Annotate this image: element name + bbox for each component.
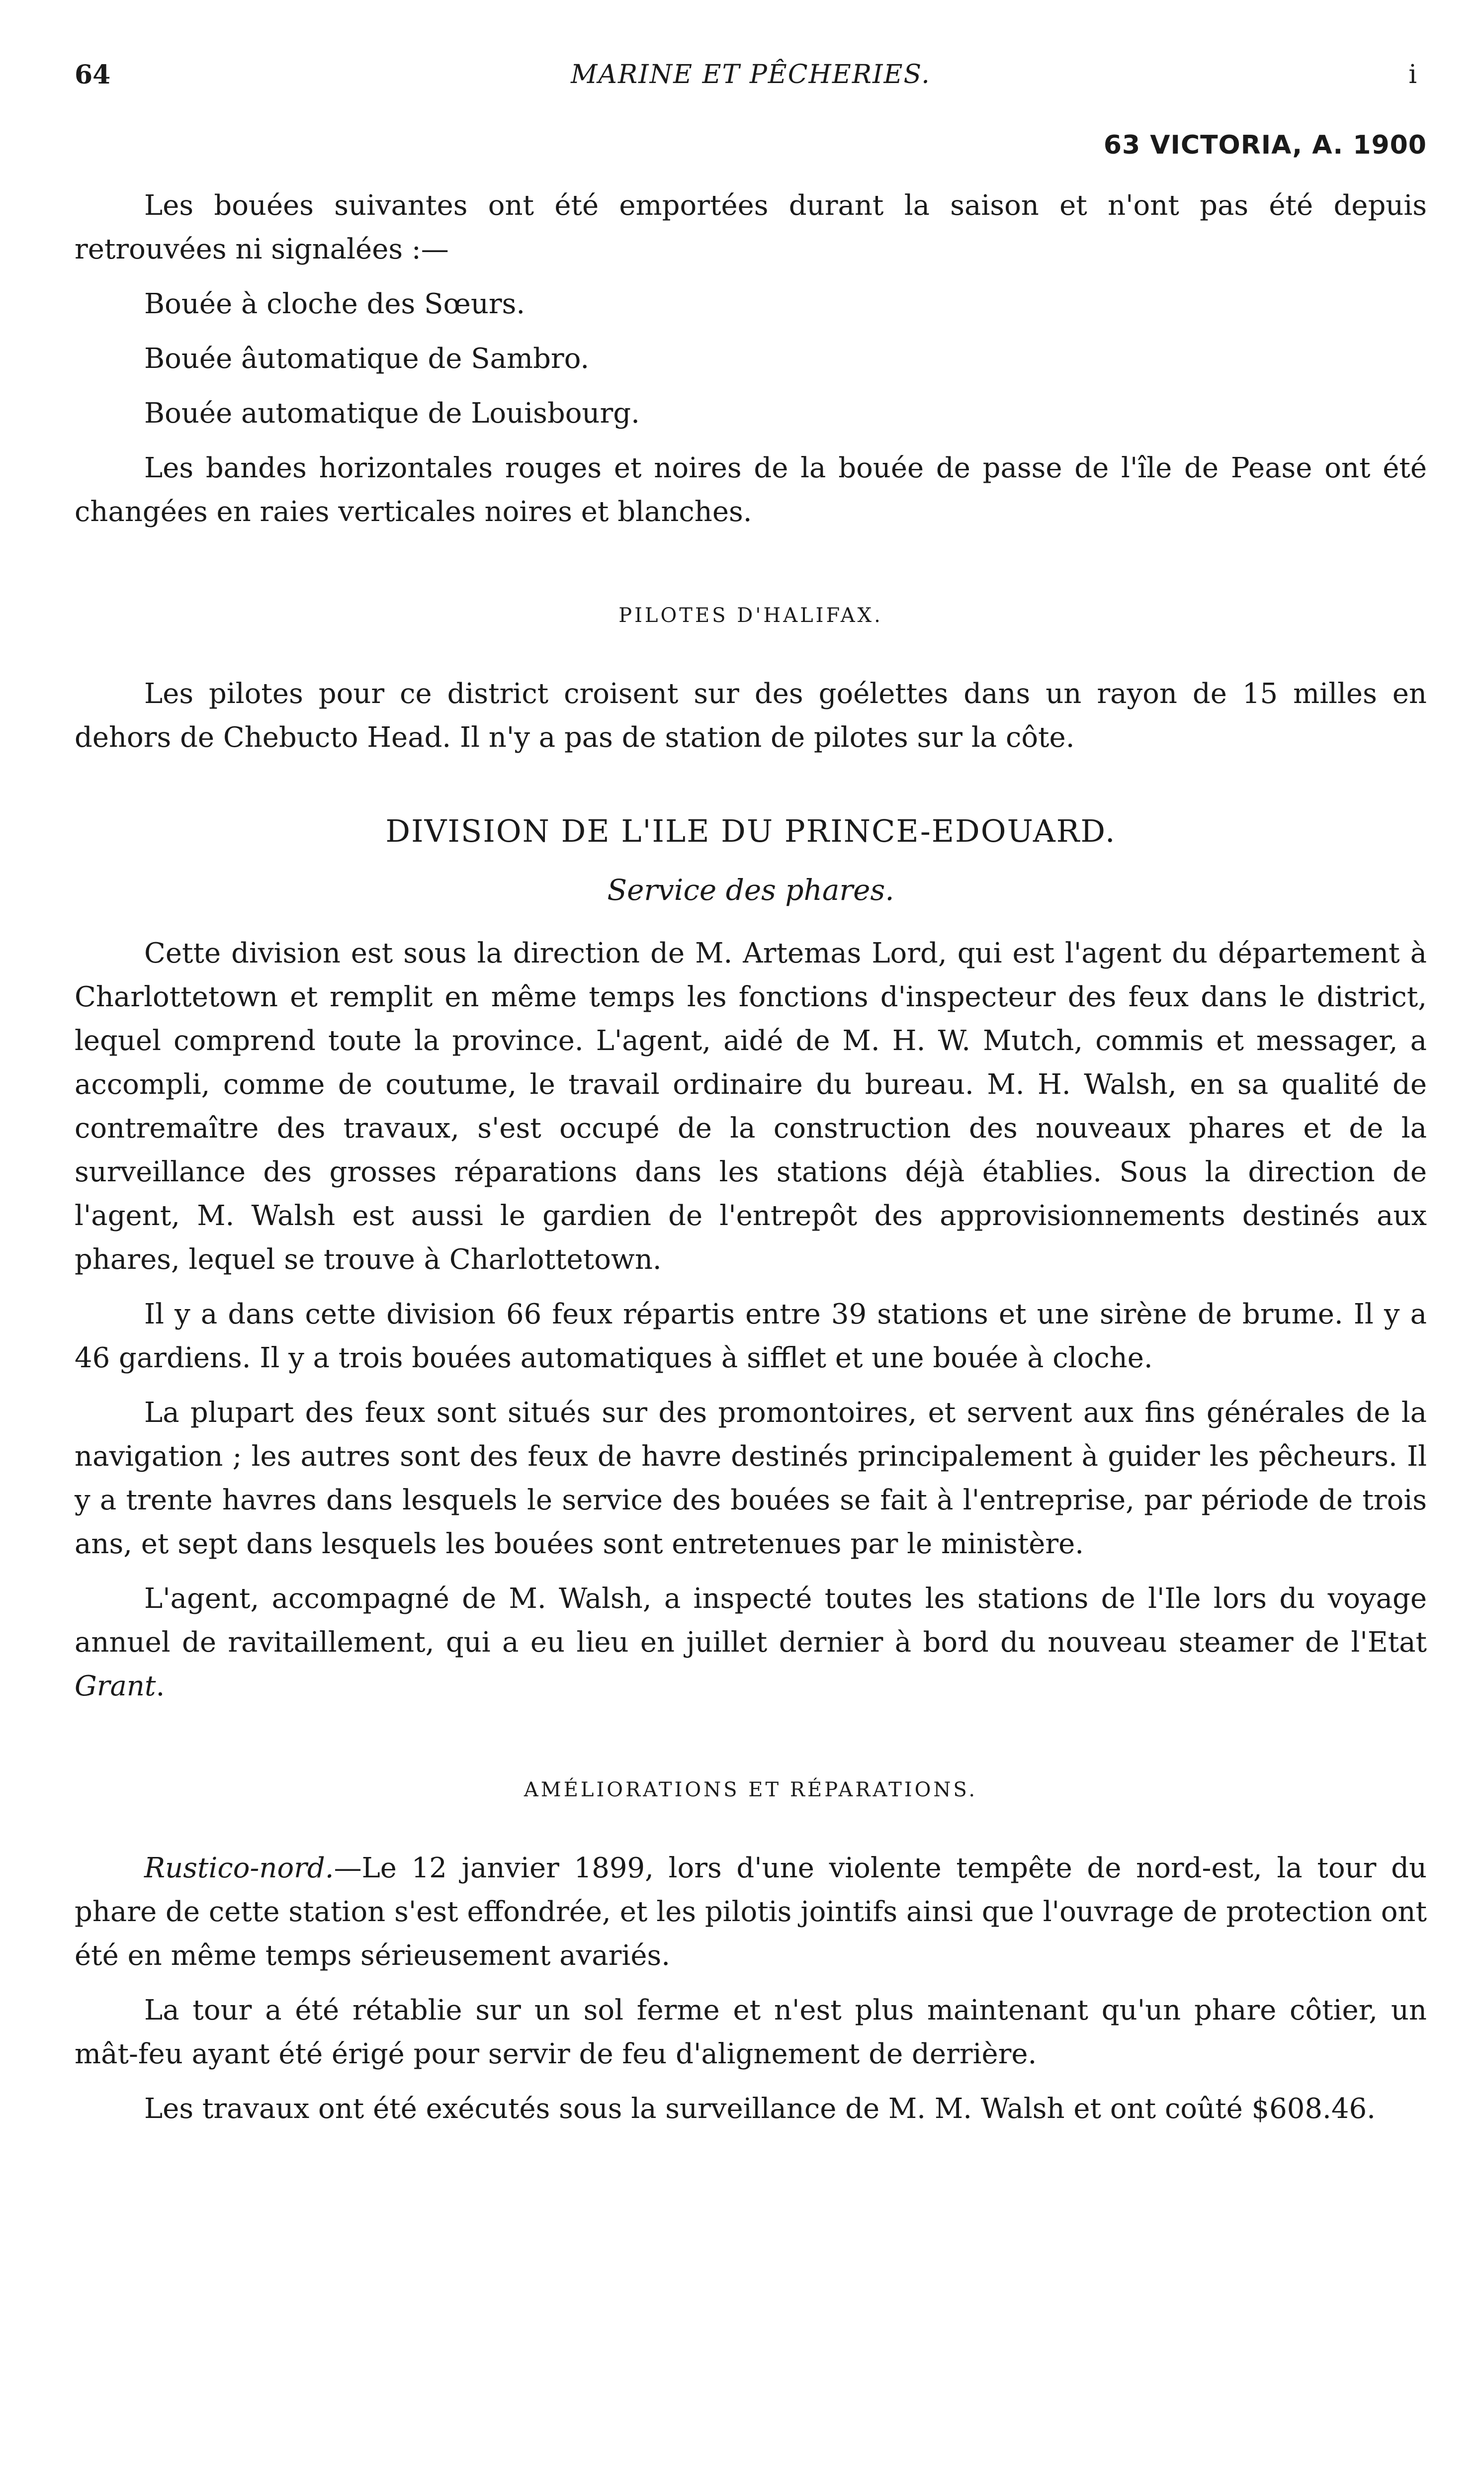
section-heading-pilotes: PILOTES D'HALIFAX.: [618, 604, 883, 627]
rustico-paragraph-text: —Le 12 janvier 1899, lors d'une violente tempête de nord-est, la tour du phare de cette station s'est effondrée, et les pilotis jointifs ainsi que l'ouvrage de protection ont été en même temps sérieusement avariés.: [75, 1852, 1427, 1972]
pease-buoy-paragraph: Les bandes horizontales rouges et noires de la bouée de passe de l'île de Pease ont été changées en raies verticales noires et blanches.: [75, 452, 1427, 528]
division-paragraph-4: [75, 1577, 1427, 1708]
document-body: [75, 184, 1427, 2142]
intro-paragraph: Les bouées suivantes ont été emportées durant la saison et n'ont pas été depuis retrouvées ni signalées :—: [75, 189, 1427, 265]
cost-paragraph: Les travaux ont été exécutés sous la surveillance de M. M. Walsh et ont coûté $608.46.: [144, 2093, 1376, 2125]
buoy-item: Bouée automatique de Louisbourg.: [144, 397, 640, 430]
running-head: [75, 60, 1427, 104]
division-paragraph-4-text: L'agent, accompagné de M. Walsh, a inspecté toutes les stations de l'Ile lors du voyage annuel de ravitaillement, qui a eu lieu en juillet dernier à bord du nouveau steamer de l'Etat: [75, 1583, 1427, 1659]
corner-mark: i: [1408, 60, 1417, 89]
running-title: MARINE ET PÊCHERIES.: [571, 60, 931, 89]
division-paragraph-2: Il y a dans cette division 66 feux répartis entre 39 stations et une sirène de brume. Il y a 46 gardiens. Il y a trois bouées automatiques à sifflet et une bouée à cloche.: [75, 1298, 1427, 1374]
session-line: 63 VICTORIA, A. 1900: [1103, 130, 1427, 160]
pilotes-paragraph: Les pilotes pour ce district croisent sur des goélettes dans un rayon de 15 milles en dehors de Chebucto Head. Il n'y a pas de station de pilotes sur la côte.: [75, 678, 1427, 754]
division-paragraph-4-end: .: [156, 1670, 165, 1702]
service-subheading: Service des phares.: [607, 873, 894, 907]
document-page: [75, 0, 1427, 2468]
division-heading: DIVISION DE L'ILE DU PRINCE-EDOUARD.: [385, 813, 1116, 849]
buoy-item: Bouée âutomatique de Sambro.: [144, 343, 590, 375]
buoy-item: Bouée à cloche des Sœurs.: [144, 288, 525, 320]
division-paragraph-1: Cette division est sous la direction de M. Artemas Lord, qui est l'agent du département à Charlottetown et remplit en même temps les fonctions d'inspecteur des feux dans le district, lequel comprend toute la province. L'agent, aidé de M. H. W. Mutch, commis et messager, a accompli, comme de coutume, le travail ordinaire du bureau. M. H. Walsh, en sa qualité de contremaître des travaux, s'est occupé de la construction des nouveaux phares et de la surveillance des grosses réparations dans les stations déjà établies. Sous la direction de l'agent, M. Walsh est aussi le gardien de l'entrepôt des approvisionnements destinés aux phares, lequel se trouve à Charlottetown.: [75, 937, 1427, 1276]
section-heading-ameliorations: AMÉLIORATIONS ET RÉPARATIONS.: [524, 1778, 978, 1801]
rustico-paragraph: [75, 1847, 1427, 1978]
page-number: 64: [75, 60, 111, 90]
place-name: Rustico-nord.: [144, 1852, 334, 1884]
division-paragraph-3: La plupart des feux sont situés sur des promontoires, et servent aux fins générales de la navigation ; les autres sont des feux de havre destinés principalement à guider les pêcheurs. Il y a trente havres dans lesquels le service des bouées se fait à l'entreprise, par période de trois ans, et sept dans lesquels les bouées sont entretenues par le ministère.: [75, 1397, 1427, 1560]
tour-paragraph: La tour a été rétablie sur un sol ferme et n'est plus maintenant qu'un phare côtier, un mât-feu ayant été érigé pour servir de feu d'alignement de derrière.: [75, 1994, 1427, 2070]
ship-name: Grant: [75, 1670, 156, 1702]
